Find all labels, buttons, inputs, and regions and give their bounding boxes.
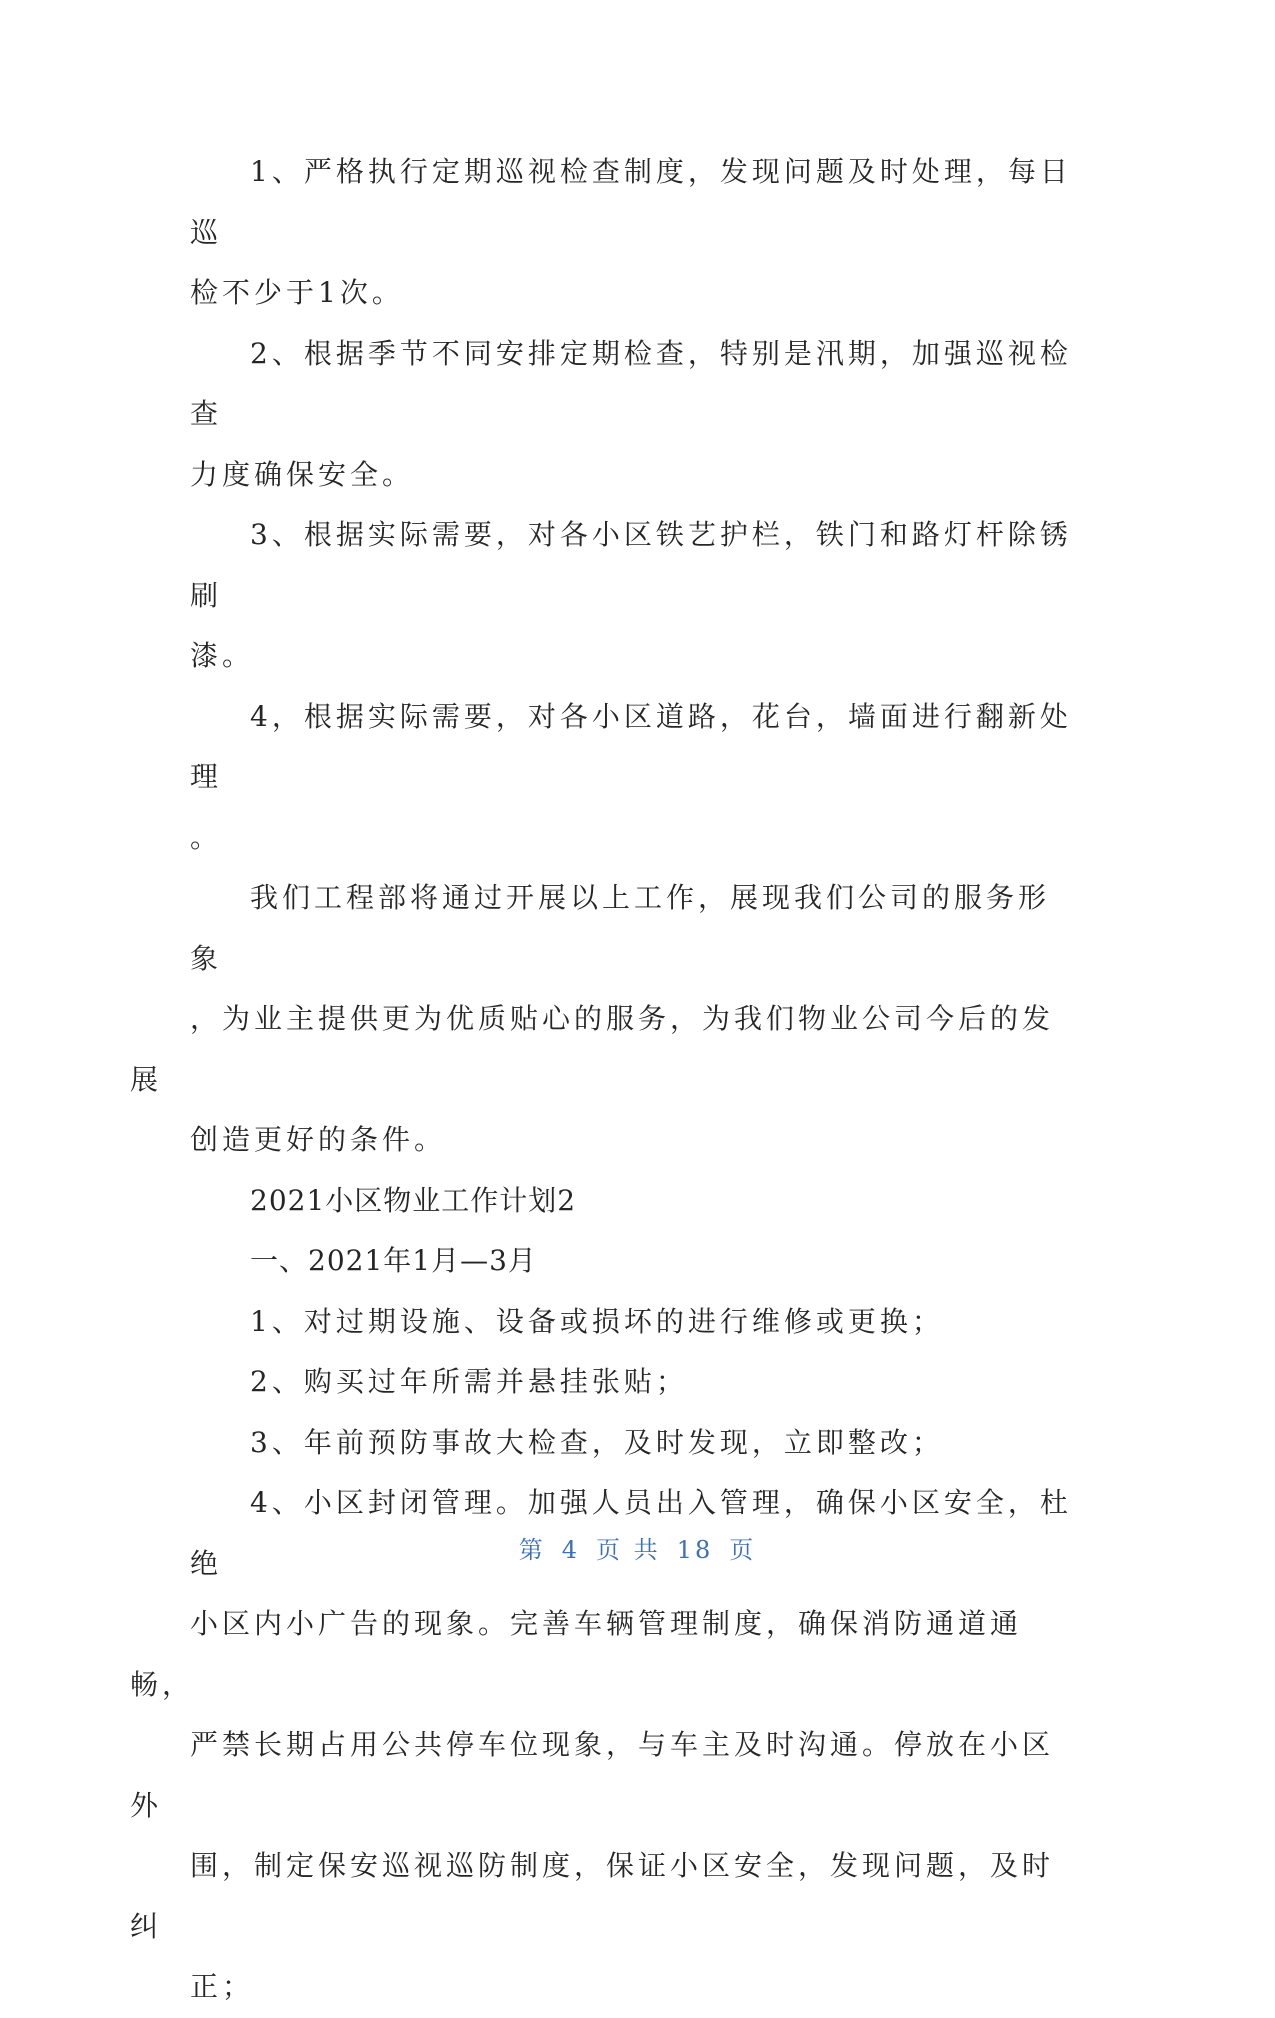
text-line: 3、根据实际需要，对各小区铁艺护栏，铁门和路灯杆除锈刷 bbox=[190, 518, 1072, 612]
footer-total-pages: 18 bbox=[676, 1536, 714, 1564]
footer-prefix: 第 bbox=[518, 1536, 546, 1564]
footer-mid: 页 共 bbox=[596, 1536, 661, 1564]
footer-page-number: 4 bbox=[561, 1536, 581, 1564]
text-line: 1、严格执行定期巡视检查制度，发现问题及时处理，每日巡 bbox=[190, 155, 1072, 249]
text-line: 我们工程部将通过开展以上工作，展现我们公司的服务形象 bbox=[190, 881, 1051, 975]
text-line: 2、购买过年所需并悬挂张贴； bbox=[250, 1365, 688, 1398]
body-text bbox=[130, 142, 1080, 2018]
text-line: 2021小区物业工作计划2 bbox=[250, 1183, 577, 1217]
subsection-title bbox=[190, 1231, 1080, 1292]
text-line: ，为业主提供更为优质贴心的服务，为我们物业公司今后的发展 bbox=[130, 1002, 1055, 1096]
footer-suffix: 页 bbox=[729, 1536, 757, 1564]
paragraph-5 bbox=[130, 868, 1080, 1171]
text-line: 小区内小广告的现象。完善车辆管理制度，确保消防通道通畅， bbox=[130, 1607, 1023, 1701]
text-line: 创造更好的条件。 bbox=[190, 1123, 447, 1156]
paragraph-item-3 bbox=[190, 1413, 1080, 1474]
text-line: 4、小区封闭管理。加强人员出入管理，确保小区安全，杜绝 bbox=[190, 1486, 1072, 1580]
text-line: 3、年前预防事故大检查，及时发现，立即整改； bbox=[250, 1425, 944, 1459]
paragraph-4 bbox=[190, 687, 1080, 869]
text-line: 围，制定保安巡视巡防制度，保证小区安全，发现问题，及时纠 bbox=[130, 1849, 1055, 1943]
paragraph-item-1 bbox=[190, 1292, 1080, 1353]
text-line: 严禁长期占用公共停车位现象，与车主及时沟通。停放在小区外 bbox=[130, 1728, 1055, 1822]
page-footer bbox=[0, 1530, 1275, 1565]
text-line: 漆。 bbox=[190, 639, 255, 672]
paragraph-1 bbox=[190, 142, 1080, 324]
text-line: 力度确保安全。 bbox=[190, 457, 415, 491]
text-line: 检不少于1次。 bbox=[190, 276, 404, 309]
text-line: 4，根据实际需要，对各小区道路，花台，墙面进行翻新处理 bbox=[190, 699, 1072, 793]
text-line: 一、2021年1月—3月 bbox=[250, 1244, 537, 1277]
paragraph-item-2 bbox=[190, 1352, 1080, 1413]
paragraph-2 bbox=[190, 324, 1080, 506]
text-line: 1、对过期设施、设备或损坏的进行维修或更换； bbox=[250, 1304, 944, 1338]
text-line: 正； bbox=[190, 1970, 255, 2003]
text-line: 。 bbox=[190, 820, 223, 854]
text-line: 2、根据季节不同安排定期检查，特别是汛期，加强巡视检查 bbox=[190, 336, 1072, 430]
section-title bbox=[190, 1171, 1080, 1232]
paragraph-3 bbox=[190, 505, 1080, 687]
